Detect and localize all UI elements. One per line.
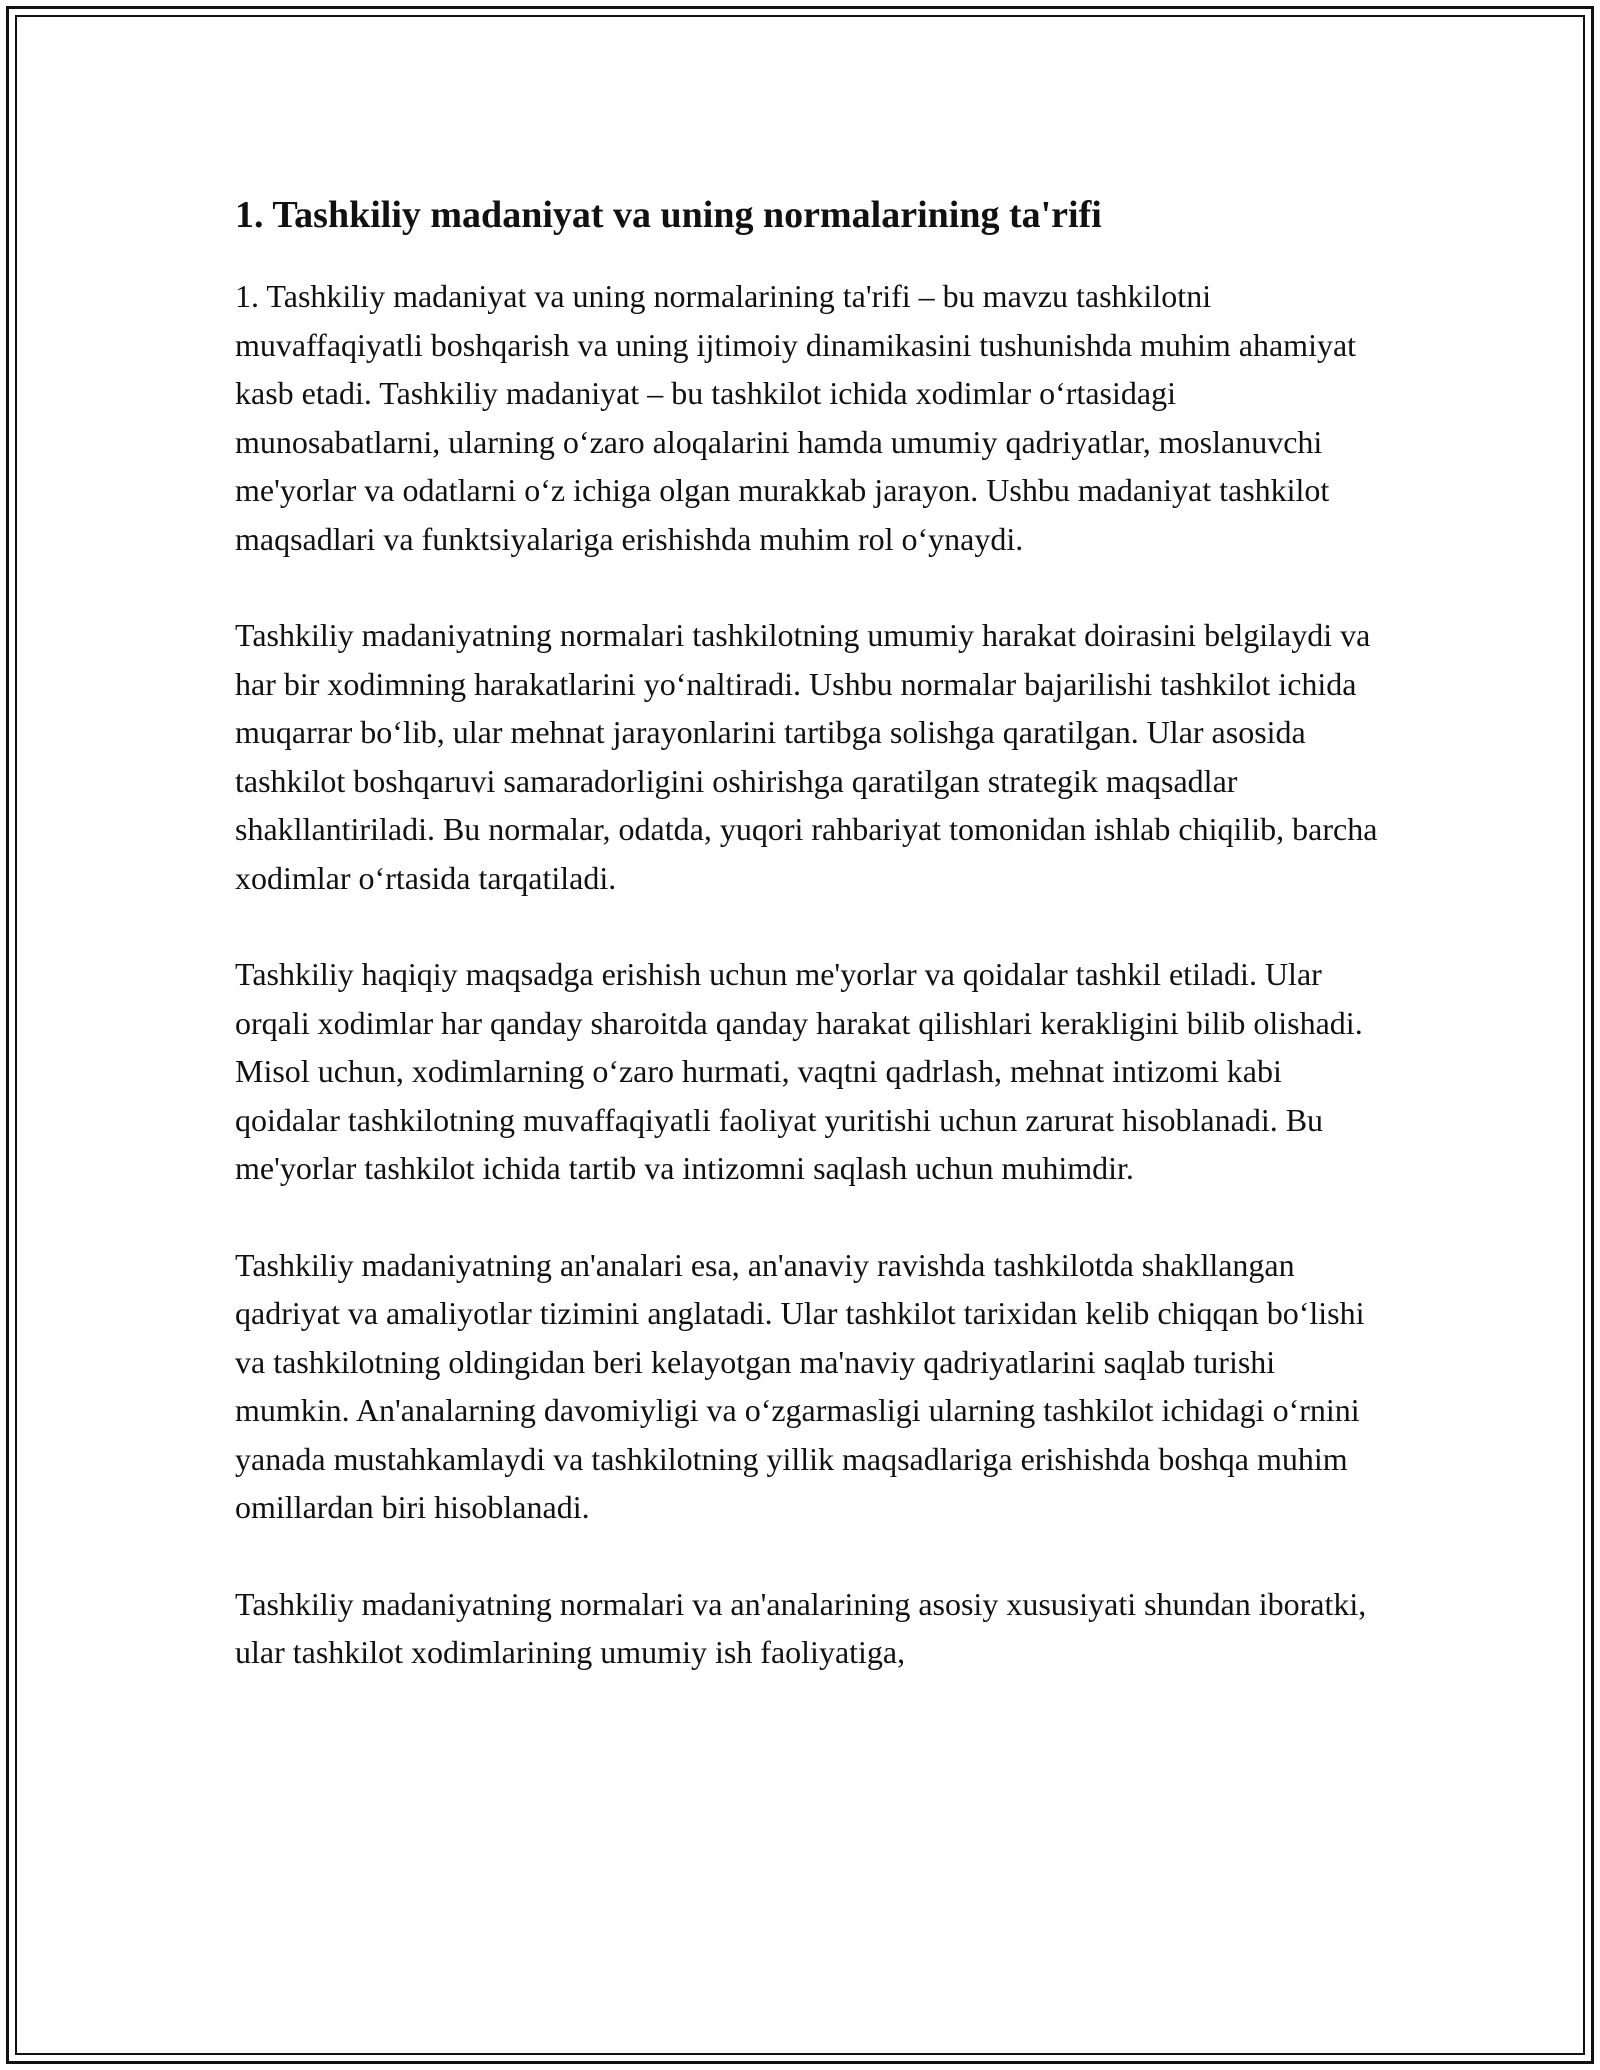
paragraph-1: 1. Tashkiliy madaniyat va uning normalarining ta'rifi – bu mavzu tashkilotni muvaffaqiyatli boshqarish va uning ijtimoiy dinamikasini tushunishda muhim ahamiyat kasb etadi. Tashkiliy madaniyat – bu tashkilot ichida xodimlar o‘rtasidagi munosabatlarni, ularning o‘zaro aloqalarini hamda umumiy qadriyatlar, moslanuvchi me'yorlar va odatlarni o‘z ichiga olgan murakkab jarayon. Ushbu madaniyat tashkilot maqsadlari va funktsiyalariga erishishda muhim rol o‘ynaydi. [235,278,1357,557]
paragraph-4: Tashkiliy madaniyatning an'analari esa, an'anaviy ravishda tashkilotda shakllangan qadriyat va amaliyotlar tizimini anglatadi. Ular tashkilot tarixidan kelib chiqqan bo‘lishi va tashkilotning oldingidan beri kelayotgan ma'naviy qadriyatlarini saqlab turishi mumkin. An'analarning davomiyligi va o‘zgarmasligi ularning tashkilot ichidagi o‘rnini yanada mustahkamlaydi va tashkilotning yillik maqsadlariga erishishda boshqa muhim omillardan biri hisoblanadi. [235,1246,1365,1525]
document-title: 1. Tashkiliy madaniyat va uning normalarining ta'rifi [235,194,1102,236]
document-body [235,180,1385,1725]
paragraph-5: Tashkiliy madaniyatning normalari va an'analarining asosiy xususiyati shundan iboratki, ular tashkilot xodimlarining umumiy ish faoliyatiga, [235,1585,1367,1670]
paragraph-3: Tashkiliy haqiqiy maqsadga erishish uchun me'yorlar va qoidalar tashkil etiladi. Ular orqali xodimlar har qanday sharoitda qanday harakat qilishlari kerakligini bilib olishadi. Misol uchun, xodimlarning o‘zaro hurmati, vaqtni qadrlash, mehnat intizomi kabi qoidalar tashkilotning muvaffaqiyatli faoliyat yuritishi uchun zarurat hisoblanadi. Bu me'yorlar tashkilot ichida tartib va intizomni saqlash uchun muhimdir. [235,956,1363,1186]
paragraph-2: Tashkiliy madaniyatning normalari tashkilotning umumiy harakat doirasini belgilaydi va har bir xodimning harakatlarini yo‘naltiradi. Ushbu normalar bajarilishi tashkilot ichida muqarrar bo‘lib, ular mehnat jarayonlarini tartibga solishga qaratilgan. Ular asosida tashkilot boshqaruvi samaradorligini oshirishga qaratilgan strategik maqsadlar shakllantiriladi. Bu normalar, odatda, yuqori rahbariyat tomonidan ishlab chiqilib, barcha xodimlar o‘rtasida tarqatiladi. [235,617,1378,896]
